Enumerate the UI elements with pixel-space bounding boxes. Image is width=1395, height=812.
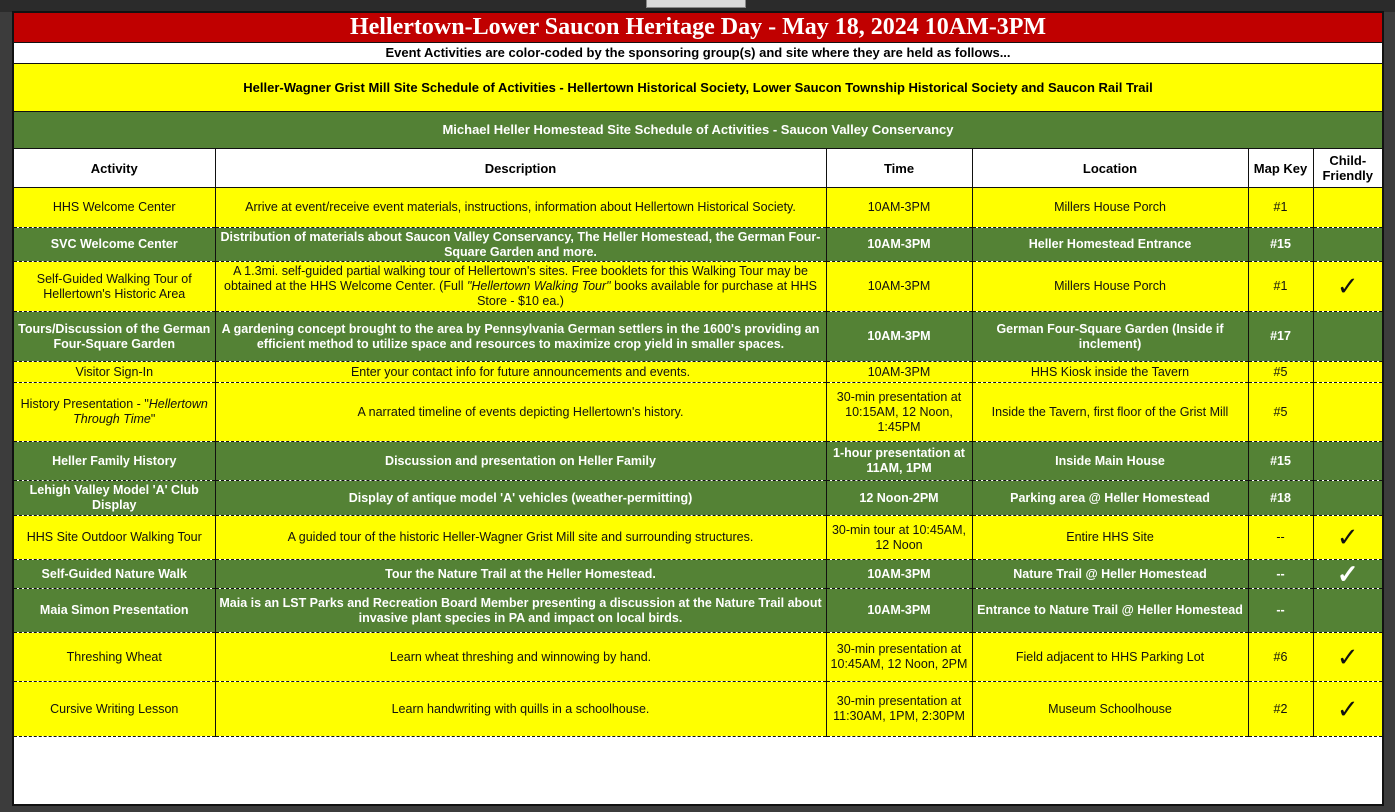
location-text: Heller Homestead Entrance: [1028, 237, 1192, 251]
time-text: 10AM-3PM: [867, 603, 931, 617]
description-cell: [215, 262, 826, 312]
map-key-text: #6: [1273, 649, 1288, 664]
map-key-cell: [1248, 682, 1313, 737]
location-text: Museum Schoolhouse: [1048, 701, 1172, 716]
checkmark-icon: ✓: [1336, 641, 1359, 672]
table-row: [14, 188, 1382, 228]
checkmark-icon: ✓: [1336, 271, 1359, 301]
description-cell: [215, 442, 826, 481]
table-row: [14, 383, 1382, 442]
child-friendly-cell: [1313, 383, 1382, 442]
time-cell: [826, 589, 972, 633]
col-header-time: Time: [826, 149, 972, 188]
time-cell: [826, 516, 972, 560]
col-header-description: Description: [215, 149, 826, 188]
time-cell: [826, 262, 972, 312]
child-friendly-cell: [1313, 516, 1382, 560]
activity-italic-text: Hellertown Through Time: [73, 397, 208, 426]
checkmark-icon: ✓: [1336, 559, 1359, 589]
activity-text: Lehigh Valley Model 'A' Club Display: [29, 483, 199, 512]
map-key-cell: [1248, 312, 1313, 362]
activity-text: HHS Site Outdoor Walking Tour: [26, 530, 202, 544]
activity-text: SVC Welcome Center: [50, 237, 178, 251]
child-friendly-cell: [1313, 188, 1382, 228]
activity-text: Tours/Discussion of the German Four-Square Garden: [18, 321, 211, 351]
time-cell: [826, 633, 972, 682]
time-text: 30-min tour at 10:45AM, 12 Noon: [831, 522, 967, 552]
legend-yellow-site: Heller-Wagner Grist Mill Site Schedule of Activities - Hellertown Historical Society, Lower Saucon Township Historical Society and Saucon Rail Trail: [14, 64, 1382, 112]
table-row: [14, 442, 1382, 481]
location-text: Inside the Tavern, first floor of the Grist Mill: [991, 404, 1229, 419]
description-italic-text: "Hellertown Walking Tour": [466, 279, 611, 293]
map-key-text: --: [1276, 530, 1285, 544]
activity-text: Self-Guided Nature Walk: [41, 566, 187, 581]
map-key-text: #17: [1270, 329, 1291, 343]
location-cell: [972, 682, 1248, 737]
table-header-row: [14, 149, 1382, 188]
map-key-cell: [1248, 516, 1313, 560]
activity-text: Self-Guided Walking Tour of Hellertown's Historic Area: [36, 271, 192, 301]
description-text: Distribution of materials about Saucon Valley Conservancy, The Heller Homestead, the German Four-Square Garden and more.: [220, 229, 821, 259]
description-cell: [215, 383, 826, 442]
location-text: Millers House Porch: [1054, 200, 1166, 214]
description-text: Discussion and presentation on Heller Family: [385, 453, 656, 468]
map-key-cell: [1248, 442, 1313, 481]
description-cell: [215, 362, 826, 383]
child-friendly-cell: [1313, 228, 1382, 262]
description-text: Maia is an LST Parks and Recreation Board Member presenting a discussion at the Nature Trail about invasive plant species in PA and impact on local birds.: [219, 595, 822, 625]
child-friendly-cell: [1313, 262, 1382, 312]
table-row: [14, 516, 1382, 560]
time-cell: [826, 682, 972, 737]
description-text: Enter your contact info for future announcements and events.: [350, 364, 691, 379]
location-cell: [972, 312, 1248, 362]
legend-green-site: Michael Heller Homestead Site Schedule of Activities - Saucon Valley Conservancy: [14, 112, 1382, 149]
location-cell: [972, 228, 1248, 262]
page-title: Hellertown-Lower Saucon Heritage Day - May 18, 2024 10AM-3PM: [14, 13, 1382, 43]
activity-cell: [14, 442, 215, 481]
map-key-text: #18: [1270, 490, 1291, 505]
time-text: 10AM-3PM: [867, 237, 931, 251]
location-cell: [972, 188, 1248, 228]
activity-cell: [14, 633, 215, 682]
time-text: 1-hour presentation at 11AM, 1PM: [833, 446, 965, 475]
location-cell: [972, 516, 1248, 560]
location-cell: [972, 633, 1248, 682]
activity-cell: [14, 682, 215, 737]
description-cell: [215, 188, 826, 228]
activity-cell: [14, 362, 215, 383]
table-row: [14, 262, 1382, 312]
description-text: A narrated timeline of events depicting Hellertown's history.: [357, 404, 684, 419]
activity-text: HHS Welcome Center: [52, 200, 176, 214]
col-header-location: Location: [972, 149, 1248, 188]
description-cell: [215, 516, 826, 560]
time-text: 30-min presentation at 10:45AM, 12 Noon, 2PM: [830, 642, 968, 671]
map-key-cell: [1248, 633, 1313, 682]
table-row: [14, 633, 1382, 682]
description-text: Display of antique model 'A' vehicles (weather-permitting): [348, 490, 693, 505]
time-cell: [826, 383, 972, 442]
location-text: Entrance to Nature Trail @ Heller Homestead: [977, 603, 1243, 617]
map-key-text: --: [1276, 603, 1285, 617]
location-cell: [972, 589, 1248, 633]
child-friendly-cell: [1313, 362, 1382, 383]
map-key-cell: [1248, 262, 1313, 312]
table-row: [14, 362, 1382, 383]
map-key-cell: [1248, 481, 1313, 516]
description-text: A guided tour of the historic Heller-Wagner Grist Mill site and surrounding structures.: [287, 530, 754, 544]
map-key-text: #15: [1270, 237, 1291, 251]
location-text: Inside Main House: [1055, 453, 1165, 468]
checkmark-icon: ✓: [1336, 693, 1359, 724]
activity-text: Cursive Writing Lesson: [50, 701, 179, 716]
col-header-activity: Activity: [14, 149, 215, 188]
location-cell: [972, 262, 1248, 312]
time-cell: [826, 560, 972, 589]
child-friendly-cell: [1313, 633, 1382, 682]
activity-cell: [14, 560, 215, 589]
child-friendly-cell: [1313, 481, 1382, 516]
activity-text: Visitor Sign-In: [75, 364, 154, 379]
window-tab[interactable]: [646, 0, 746, 8]
activity-text: Heller Family History: [52, 453, 177, 468]
description-text: Learn wheat threshing and winnowing by hand.: [389, 649, 652, 664]
location-cell: [972, 560, 1248, 589]
child-friendly-cell: [1313, 442, 1382, 481]
activity-cell: [14, 383, 215, 442]
activity-text: Threshing Wheat: [66, 649, 162, 664]
activity-cell: [14, 312, 215, 362]
map-key-text: #5: [1273, 364, 1288, 379]
map-key-cell: [1248, 228, 1313, 262]
activity-cell: [14, 481, 215, 516]
time-cell: [826, 228, 972, 262]
time-text: 30-min presentation at 10:15AM, 12 Noon, 1:45PM: [836, 389, 962, 434]
map-key-text: #5: [1273, 404, 1288, 419]
description-text: Learn handwriting with quills in a schoolhouse.: [391, 701, 650, 716]
map-key-cell: [1248, 560, 1313, 589]
time-text: 10AM-3PM: [867, 279, 931, 293]
location-cell: [972, 481, 1248, 516]
checkmark-icon: ✓: [1336, 522, 1359, 552]
schedule-sheet: [12, 11, 1384, 806]
table-row: [14, 312, 1382, 362]
location-text: Millers House Porch: [1054, 279, 1166, 293]
child-friendly-cell: [1313, 682, 1382, 737]
table-row: [14, 481, 1382, 516]
description-text: Tour the Nature Trail at the Heller Homestead.: [385, 566, 656, 581]
table-row: [14, 589, 1382, 633]
map-key-text: #15: [1270, 453, 1291, 468]
location-cell: [972, 383, 1248, 442]
child-friendly-cell: [1313, 589, 1382, 633]
description-text: A 1.3mi. self-guided partial walking tour of Hellertown's sites. Free booklets for this Walking Tour may be obtained at the HHS Welcome Center. (Full: [224, 264, 808, 293]
description-cell: [215, 633, 826, 682]
table-row: [14, 228, 1382, 262]
map-key-text: #1: [1273, 200, 1288, 214]
activity-cell: [14, 262, 215, 312]
location-text: Nature Trail @ Heller Homestead: [1013, 566, 1207, 581]
location-text: German Four-Square Garden (Inside if inclement): [996, 321, 1224, 351]
description-cell: [215, 682, 826, 737]
activity-text: ": [150, 412, 156, 426]
map-key-text: #1: [1273, 279, 1288, 293]
map-key-cell: [1248, 362, 1313, 383]
time-text: 10AM-3PM: [867, 566, 931, 581]
map-key-cell: [1248, 188, 1313, 228]
time-cell: [826, 481, 972, 516]
time-cell: [826, 312, 972, 362]
time-text: 30-min presentation at 11:30AM, 1PM, 2:30PM: [833, 694, 965, 723]
description-cell: [215, 481, 826, 516]
schedule-table: [14, 149, 1382, 737]
col-header-child-friendly: Child-Friendly: [1313, 149, 1382, 188]
description-text: Arrive at event/receive event materials, instructions, information about Hellertown Historical Society.: [245, 200, 796, 214]
time-text: 10AM-3PM: [867, 364, 931, 379]
description-cell: [215, 228, 826, 262]
child-friendly-cell: [1313, 312, 1382, 362]
activity-text: Maia Simon Presentation: [39, 603, 189, 617]
description-cell: [215, 589, 826, 633]
time-cell: [826, 188, 972, 228]
intro-text: Event Activities are color-coded by the sponsoring group(s) and site where they are held as follows...: [14, 43, 1382, 64]
time-text: 10AM-3PM: [867, 329, 931, 343]
description-text: books available for purchase at HHS Store - $10 ea.): [477, 279, 817, 308]
activity-cell: [14, 516, 215, 560]
activity-cell: [14, 188, 215, 228]
map-key-cell: [1248, 589, 1313, 633]
description-cell: [215, 560, 826, 589]
location-text: Parking area @ Heller Homestead: [1010, 490, 1210, 505]
description-cell: [215, 312, 826, 362]
location-cell: [972, 442, 1248, 481]
activity-cell: [14, 589, 215, 633]
map-key-text: --: [1276, 566, 1285, 581]
location-cell: [972, 362, 1248, 383]
activity-text: History Presentation - ": [20, 397, 149, 411]
time-text: 12 Noon-2PM: [859, 490, 939, 505]
col-header-map-key: Map Key: [1248, 149, 1313, 188]
time-cell: [826, 362, 972, 383]
location-text: HHS Kiosk inside the Tavern: [1030, 364, 1190, 379]
time-text: 10AM-3PM: [867, 200, 931, 214]
location-text: Entire HHS Site: [1066, 530, 1154, 544]
activity-cell: [14, 228, 215, 262]
child-friendly-cell: [1313, 560, 1382, 589]
table-row: [14, 560, 1382, 589]
table-row: [14, 682, 1382, 737]
map-key-text: #2: [1273, 701, 1288, 716]
time-cell: [826, 442, 972, 481]
map-key-cell: [1248, 383, 1313, 442]
location-text: Field adjacent to HHS Parking Lot: [1015, 649, 1205, 664]
description-text: A gardening concept brought to the area by Pennsylvania German settlers in the 1600's providing an efficient method to utilize space and resources to maximize crop yield in smaller spaces.: [221, 321, 820, 351]
